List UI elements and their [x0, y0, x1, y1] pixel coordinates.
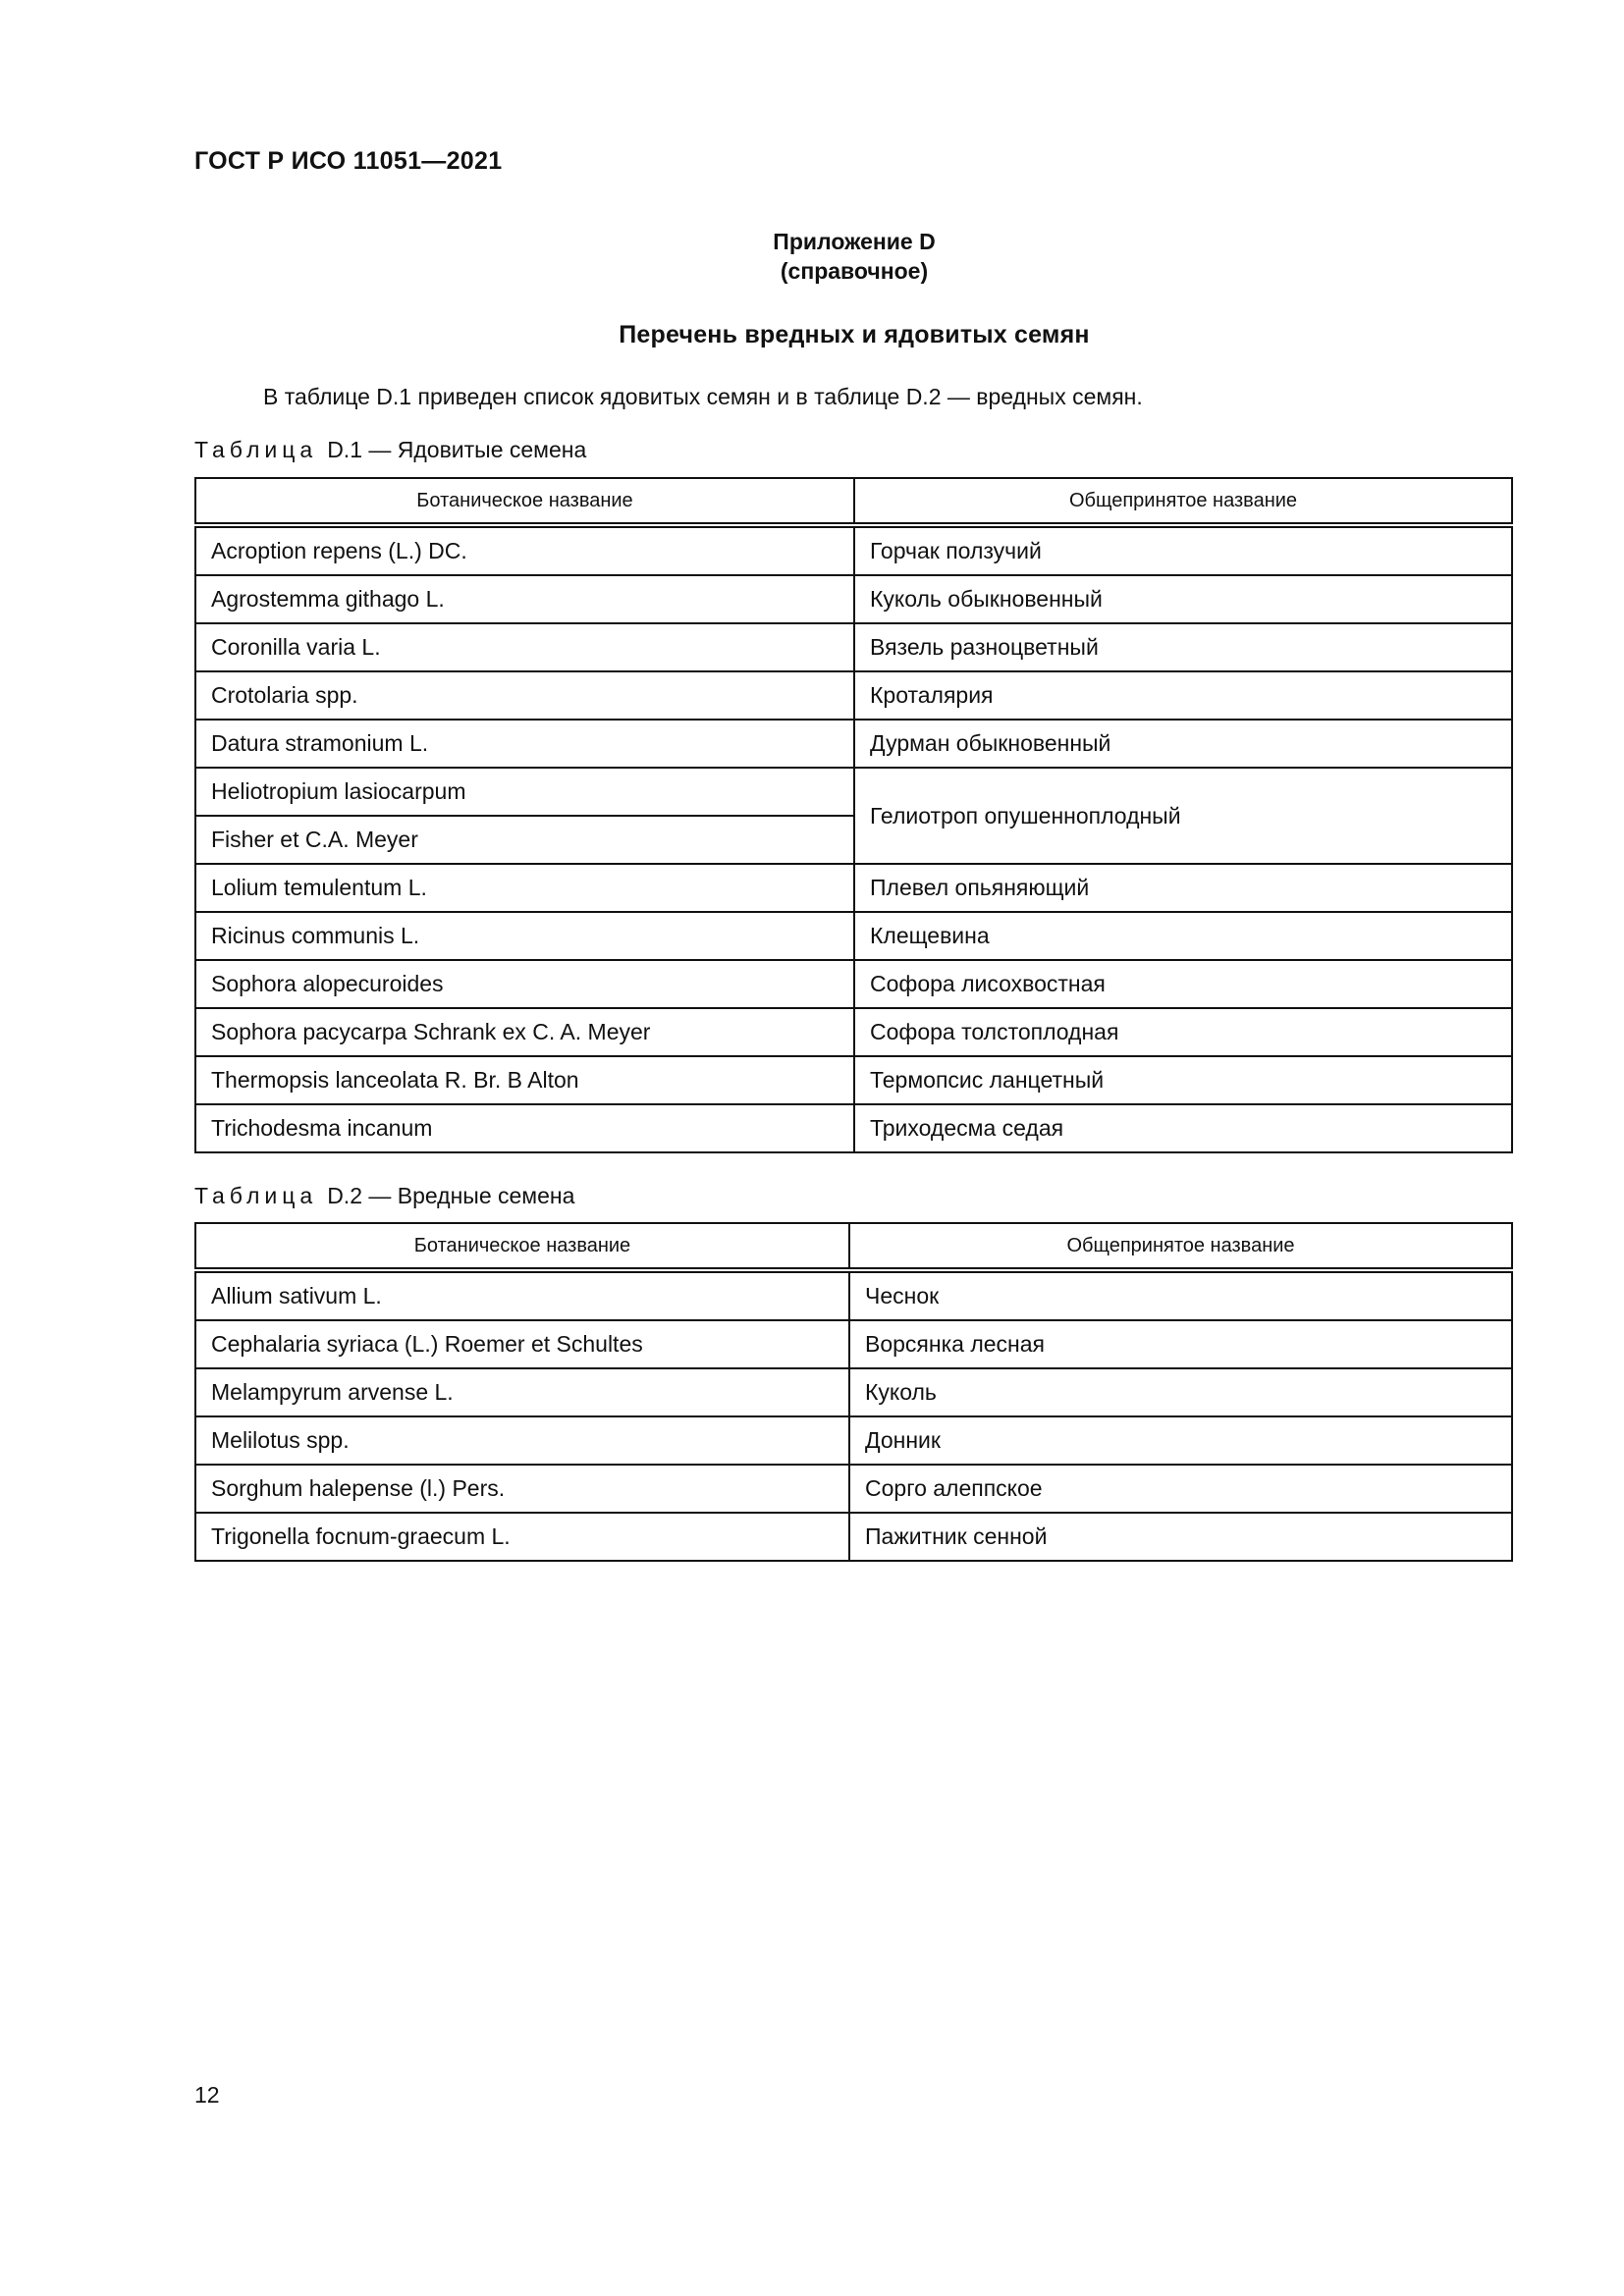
botanical-name-cell: Sophora pacycarpa Schrank ex C. A. Meyer: [195, 1008, 854, 1056]
botanical-name-cell: Melilotus spp.: [195, 1416, 849, 1465]
table-2-caption-prefix: Таблица: [194, 1183, 318, 1208]
botanical-name-cell: Lolium temulentum L.: [195, 864, 854, 912]
common-name-cell: Донник: [849, 1416, 1512, 1465]
table-poisonous-seeds: [194, 477, 1513, 1153]
common-name-cell: Кроталярия: [854, 671, 1512, 720]
common-name-cell: Софора толстоплодная: [854, 1008, 1512, 1056]
table-row: [195, 864, 1512, 912]
column-header-common: Общепринятое название: [849, 1223, 1512, 1270]
botanical-name-cell: Datura stramonium L.: [195, 720, 854, 768]
common-name-cell: Термопсис ланцетный: [854, 1056, 1512, 1104]
botanical-name-cell: Crotolaria spp.: [195, 671, 854, 720]
common-name-cell: Триходесма седая: [854, 1104, 1512, 1152]
common-name-cell: Ворсянка лесная: [849, 1320, 1512, 1368]
botanical-name-cell: Allium sativum L.: [195, 1270, 849, 1320]
botanical-name-cell: Trichodesma incanum: [195, 1104, 854, 1152]
botanical-name-cell: Agrostemma githago L.: [195, 575, 854, 623]
table-row: [195, 1104, 1512, 1152]
table-2-caption-text: D.2 — Вредные семена: [327, 1183, 575, 1208]
table-row: [195, 1368, 1512, 1416]
table-1-caption-text: D.1 — Ядовитые семена: [327, 437, 587, 462]
common-name-cell: Дурман обыкновенный: [854, 720, 1512, 768]
botanical-name-cell: Trigonella focnum-graecum L.: [195, 1513, 849, 1561]
common-name-cell: Куколь: [849, 1368, 1512, 1416]
table-1-caption-prefix: Таблица: [194, 437, 318, 462]
table-header-row: [195, 478, 1512, 525]
document-header: ГОСТ Р ИСО 11051—2021: [194, 147, 503, 175]
table-row: [195, 1320, 1512, 1368]
page-number: 12: [194, 2082, 220, 2108]
table-row: [195, 525, 1512, 575]
table-row: [195, 1465, 1512, 1513]
table-row: [195, 1513, 1512, 1561]
common-name-cell: Пажитник сенной: [849, 1513, 1512, 1561]
table-row: [195, 671, 1512, 720]
table-row: [195, 960, 1512, 1008]
botanical-name-cell: Coronilla varia L.: [195, 623, 854, 671]
botanical-name-cell: Sorghum halepense (l.) Pers.: [195, 1465, 849, 1513]
column-header-botanical: Ботаническое название: [195, 478, 854, 525]
table-row: [195, 720, 1512, 768]
common-name-cell: Клещевина: [854, 912, 1512, 960]
table-row: [195, 623, 1512, 671]
column-header-common: Общепринятое название: [854, 478, 1512, 525]
table-row: [195, 1416, 1512, 1465]
botanical-name-cell: Acroption repens (L.) DC.: [195, 525, 854, 575]
table-row: [195, 1008, 1512, 1056]
column-header-botanical: Ботаническое название: [195, 1223, 849, 1270]
common-name-cell: Горчак ползучий: [854, 525, 1512, 575]
table-row: [195, 768, 1512, 816]
botanical-name-cell-continued: Fisher et C.A. Meyer: [195, 816, 854, 864]
common-name-cell: Вязель разноцветный: [854, 623, 1512, 671]
annex-kind: (справочное): [780, 258, 929, 284]
table-row: [195, 575, 1512, 623]
table-1-caption: [194, 437, 586, 463]
table-row: [195, 912, 1512, 960]
common-name-cell: Чеснок: [849, 1270, 1512, 1320]
common-name-cell: Плевел опьяняющий: [854, 864, 1512, 912]
common-name-cell: Сорго алеппское: [849, 1465, 1512, 1513]
table-row: [195, 1056, 1512, 1104]
table-harmful-seeds: [194, 1222, 1513, 1562]
botanical-name-cell: Ricinus communis L.: [195, 912, 854, 960]
section-title: Перечень вредных и ядовитых семян: [619, 321, 1090, 348]
table-header-row: [195, 1223, 1512, 1270]
botanical-name-cell: Sophora alopecuroides: [195, 960, 854, 1008]
botanical-name-cell: Melampyrum arvense L.: [195, 1368, 849, 1416]
common-name-cell: Софора лисохвостная: [854, 960, 1512, 1008]
botanical-name-cell: Heliotropium lasiocarpum: [195, 768, 854, 816]
annex-label: Приложение D: [773, 229, 936, 254]
intro-paragraph: В таблице D.1 приведен список ядовитых семян и в таблице D.2 — вредных семян.: [263, 384, 1143, 409]
common-name-cell: Гелиотроп опушенноплодный: [854, 768, 1512, 864]
botanical-name-cell: Cephalaria syriaca (L.) Roemer et Schultes: [195, 1320, 849, 1368]
botanical-name-cell: Thermopsis lanceolata R. Br. B Alton: [195, 1056, 854, 1104]
table-2-caption: [194, 1183, 574, 1209]
common-name-cell: Куколь обыкновенный: [854, 575, 1512, 623]
table-row: [195, 1270, 1512, 1320]
